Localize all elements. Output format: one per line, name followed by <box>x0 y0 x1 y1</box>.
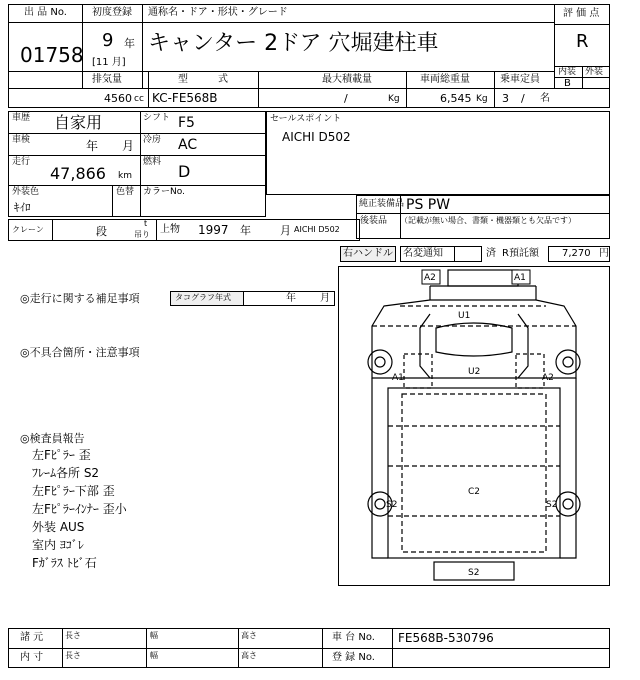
recycle-mark: 済 <box>486 248 496 259</box>
ac-value: AC <box>178 137 198 153</box>
diagram-bed <box>388 388 560 558</box>
overall-grade: R <box>576 31 589 52</box>
displacement-value: 4560 <box>104 92 132 105</box>
car-name-label: 通称名・ドア・形状・グレード <box>148 7 288 18</box>
body-label: 上物 <box>160 224 180 235</box>
defects-heading: ◎不具合箇所・注意事項 <box>20 346 140 359</box>
inspector-report-line: 室内 ﾖｺﾞﾚ <box>32 538 84 552</box>
damage-mark: A1 <box>514 273 526 283</box>
truck-diagram <box>338 266 610 586</box>
tachograph-month-unit: 月 <box>320 293 330 304</box>
diagram-wheel <box>375 499 385 509</box>
mileage-unit: km <box>118 171 132 181</box>
interior-height-label: 高さ <box>241 651 257 660</box>
gross-weight-value: 6,545 <box>440 92 472 105</box>
damage-mark: U1 <box>458 311 471 321</box>
damage-mark: A2 <box>424 273 436 283</box>
displacement-label: 排気量 <box>92 74 122 85</box>
first-registration-label: 初度登録 <box>92 7 132 18</box>
damage-mark: U2 <box>468 367 481 377</box>
inspector-report-line: 外装 AUS <box>32 520 85 534</box>
interior-grade-label: 内装 <box>558 67 577 77</box>
chassis-number: FE568B-530796 <box>398 631 494 645</box>
first-registration-year-unit: 年 <box>124 37 135 50</box>
inspection-year-unit: 年 <box>86 139 99 153</box>
interior-grade: B <box>564 78 571 89</box>
driving-notes-heading: ◎走行に関する補足事項 <box>20 292 140 305</box>
lot-number-label: 出 品 No. <box>24 7 67 18</box>
diagram-cab-roof <box>448 270 518 286</box>
damage-mark: A1 <box>392 373 404 383</box>
first-registration-year: 9 <box>102 30 114 51</box>
recycle-label: R預託額 <box>502 248 539 259</box>
inspector-report-heading: ◎検査員報告 <box>20 432 85 445</box>
mileage-label: 走行 <box>12 157 31 167</box>
max-load-value: / <box>344 92 348 105</box>
exterior-color-value: ｷｲﾛ <box>14 201 31 214</box>
model-label: 型 式 <box>178 74 228 85</box>
gross-weight-unit: Kg <box>476 94 488 104</box>
header-frame <box>8 4 610 108</box>
grade-label: 評 価 点 <box>563 8 600 19</box>
interior-length-label: 長さ <box>65 651 81 660</box>
diagram-wheel <box>563 357 573 367</box>
exterior-grade-label: 外装 <box>585 67 604 77</box>
fuel-value: D <box>178 162 191 181</box>
crane-label: クレーン <box>12 225 44 234</box>
aftermarket-label: 後装品 <box>360 216 388 226</box>
capacity-separator: / <box>521 92 525 105</box>
capacity-unit: 名 <box>540 93 550 104</box>
gross-weight-label: 車両総重量 <box>420 74 470 85</box>
body-year: 1997 <box>198 223 229 237</box>
displacement-unit: cc <box>134 94 144 104</box>
recycle-amount: 7,270 <box>562 248 591 259</box>
length-label: 長さ <box>65 631 81 640</box>
usage-value: 自家用 <box>54 113 103 132</box>
damage-mark: S2 <box>546 500 558 510</box>
diagram-windshield <box>436 323 512 356</box>
exterior-color-label: 外装色 <box>12 187 40 197</box>
interior-dimensions-label: 内 寸 <box>20 652 44 663</box>
height-label: 高さ <box>241 631 257 640</box>
shift-label: シフト <box>143 113 171 123</box>
damage-mark: S2 <box>386 500 398 510</box>
recycle-unit: 円 <box>599 248 609 259</box>
inspector-report-line: Fｶﾞﾗｽ ﾄﾋﾞ石 <box>32 556 97 570</box>
usage-label: 車歴 <box>12 113 31 123</box>
max-load-label: 最大積載量 <box>322 74 372 85</box>
shift-value: F5 <box>178 115 195 131</box>
dimensions-label: 諸 元 <box>20 632 44 643</box>
crane-ton-unit: t <box>144 219 148 228</box>
body-year-unit: 年 <box>240 224 251 237</box>
registration-number-label: 登 録 No. <box>332 652 375 663</box>
genuine-equipment-value: PS PW <box>406 197 451 213</box>
first-registration-month: [11 月] <box>92 57 126 68</box>
damage-mark: S2 <box>468 568 480 578</box>
handle-value: 右ハンドル <box>343 248 393 259</box>
crane-lift-unit: 吊り <box>134 230 150 239</box>
sales-point-text: AICHI D502 <box>282 130 351 144</box>
aftermarket-note: （記載が無い場合、書類・機器類とも欠品です） <box>400 216 576 225</box>
capacity-value: 3 <box>502 92 509 105</box>
details-frame <box>8 111 266 217</box>
chassis-number-label: 車 台 No. <box>332 632 375 643</box>
inspector-report-line: 左Fﾋﾟﾗｰ下部 歪 <box>32 484 115 498</box>
ac-label: 冷房 <box>143 135 162 145</box>
sales-point-label: セールスポイント <box>270 114 342 124</box>
tachograph-year-unit: 年 <box>286 293 296 304</box>
damage-mark: C2 <box>468 487 481 497</box>
body-maker: AICHI D502 <box>294 225 340 234</box>
inspection-month-unit: 月 <box>122 139 135 153</box>
capacity-label: 乗車定員 <box>500 74 540 85</box>
crane-stage-unit: 段 <box>96 225 107 238</box>
damage-mark: A2 <box>542 373 554 383</box>
color-number-label: カラーNo. <box>143 187 185 197</box>
inspector-report-line: ﾌﾚｰﾑ各所 S2 <box>32 466 100 480</box>
interior-width-label: 幅 <box>150 651 158 660</box>
diagram-wheel <box>375 357 385 367</box>
width-label: 幅 <box>150 631 158 640</box>
fuel-label: 燃料 <box>143 157 162 167</box>
genuine-equipment-label: 純正装備品 <box>359 199 405 209</box>
diagram-wheel <box>563 499 573 509</box>
mileage-value: 47,866 <box>50 164 106 183</box>
inspector-report-line: 左Fﾋﾟﾗｰ 歪 <box>32 448 91 462</box>
lot-number: 01758 <box>20 43 84 67</box>
body-month-unit: 月 <box>280 224 291 237</box>
color-change-label: 色替 <box>116 187 135 197</box>
model-value: KC-FE568B <box>152 91 218 105</box>
car-name: キャンター 2ドア 穴堀建柱車 <box>148 31 439 56</box>
tachograph-label: タコグラフ年式 <box>175 293 231 302</box>
inspection-label: 車検 <box>12 135 31 145</box>
max-load-unit: Kg <box>388 94 400 104</box>
name-change-label: 名変通知 <box>403 248 443 259</box>
inspector-report-line: 左Fﾋﾟﾗｰｲﾝﾅｰ 歪小 <box>32 502 127 516</box>
